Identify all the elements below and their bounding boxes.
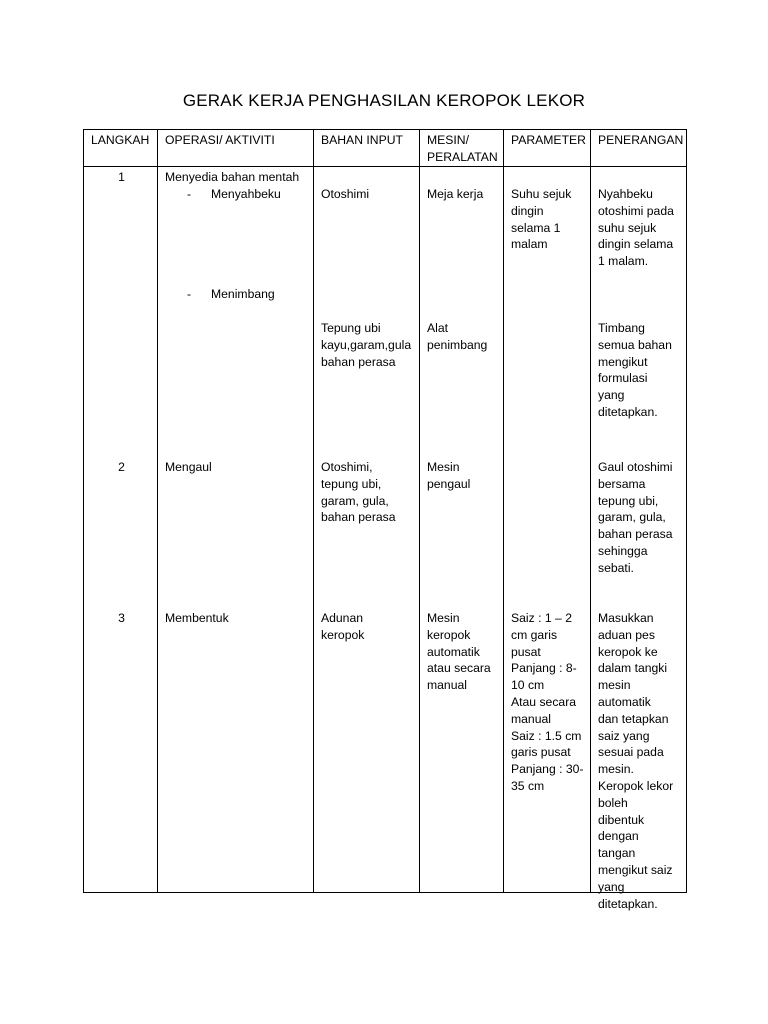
header-langkah: LANGKAH (84, 130, 158, 167)
sub-activity-menyahbeku (165, 186, 281, 203)
sub-activity-label: Menyahbeku (211, 187, 281, 201)
document-title: GERAK KERJA PENGHASILAN KEROPOK LEKOR (182, 91, 586, 110)
parameter-suhu: Suhu sejuk dingin selama 1 malam (511, 187, 572, 252)
table-body-row (84, 167, 687, 893)
header-penerangan: PENERANGAN (591, 130, 687, 167)
mesin-keropok: Mesin keropok automatik atau secara manual (427, 611, 491, 693)
sub-activity-menimbang (165, 286, 275, 303)
header-mesin-peralatan: MESIN/ PERALATAN (420, 130, 504, 167)
process-table (83, 129, 687, 911)
bahan-otoshimi: Otoshimi (321, 187, 370, 201)
column-bahan-input (314, 167, 420, 893)
column-operasi (158, 167, 314, 893)
column-penerangan (591, 167, 687, 911)
penerangan-gaul: Gaul otoshimi bersama tepung ubi, garam, gula, bahan perasa sehingga sebati. (598, 460, 673, 575)
bullet-dash: - (187, 287, 192, 301)
table-header-row (84, 130, 687, 167)
operasi-main: Menyedia bahan mentah (165, 170, 300, 184)
penerangan-nyahbeku: Nyahbeku otoshimi pada suhu sejuk dingin selama 1 malam. (598, 187, 674, 269)
header-bahan-input: BAHAN INPUT (314, 130, 420, 167)
bahan-tepung: Tepung ubi kayu,garam,gula bahan perasa (321, 321, 412, 369)
penerangan-timbang: Timbang semua bahan mengikut formulasi yang ditetapkan. (598, 321, 672, 419)
mesin-alat-penimbang: Alat penimbang (427, 321, 488, 352)
penerangan-masukkan: Masukkan aduan pes keropok ke dalam tangki mesin automatik dan tetapkan saiz yang sesuai pada mesin. Keropok lekor boleh dibentuk dengan tangan mengikut saiz yang ditetapkan. (598, 611, 674, 911)
parameter-saiz: Saiz : 1 – 2 cm garis pusat Panjang : 8- 10 cm Atau secara manual Saiz : 1.5 cm garis pusat Panjang : 30- 35 cm (511, 611, 584, 793)
sub-activity-label: Menimbang (211, 287, 275, 301)
column-parameter (504, 167, 591, 893)
step-number: 1 (118, 170, 125, 184)
step-number: 3 (118, 611, 125, 625)
operasi-mengaul: Mengaul (165, 460, 212, 474)
bullet-dash: - (187, 187, 192, 201)
bahan-adunan: Adunan keropok (321, 611, 365, 642)
mesin-pengaul: Mesin pengaul (427, 460, 471, 491)
column-mesin (420, 167, 504, 893)
header-parameter: PARAMETER (504, 130, 591, 167)
operasi-membentuk: Membentuk (165, 611, 229, 625)
bahan-mengaul: Otoshimi, tepung ubi, garam, gula, bahan perasa (321, 460, 396, 525)
step-number: 2 (118, 460, 125, 474)
mesin-meja-kerja: Meja kerja (427, 187, 484, 201)
header-operasi: OPERASI/ AKTIVITI (158, 130, 314, 167)
column-langkah (84, 167, 158, 893)
